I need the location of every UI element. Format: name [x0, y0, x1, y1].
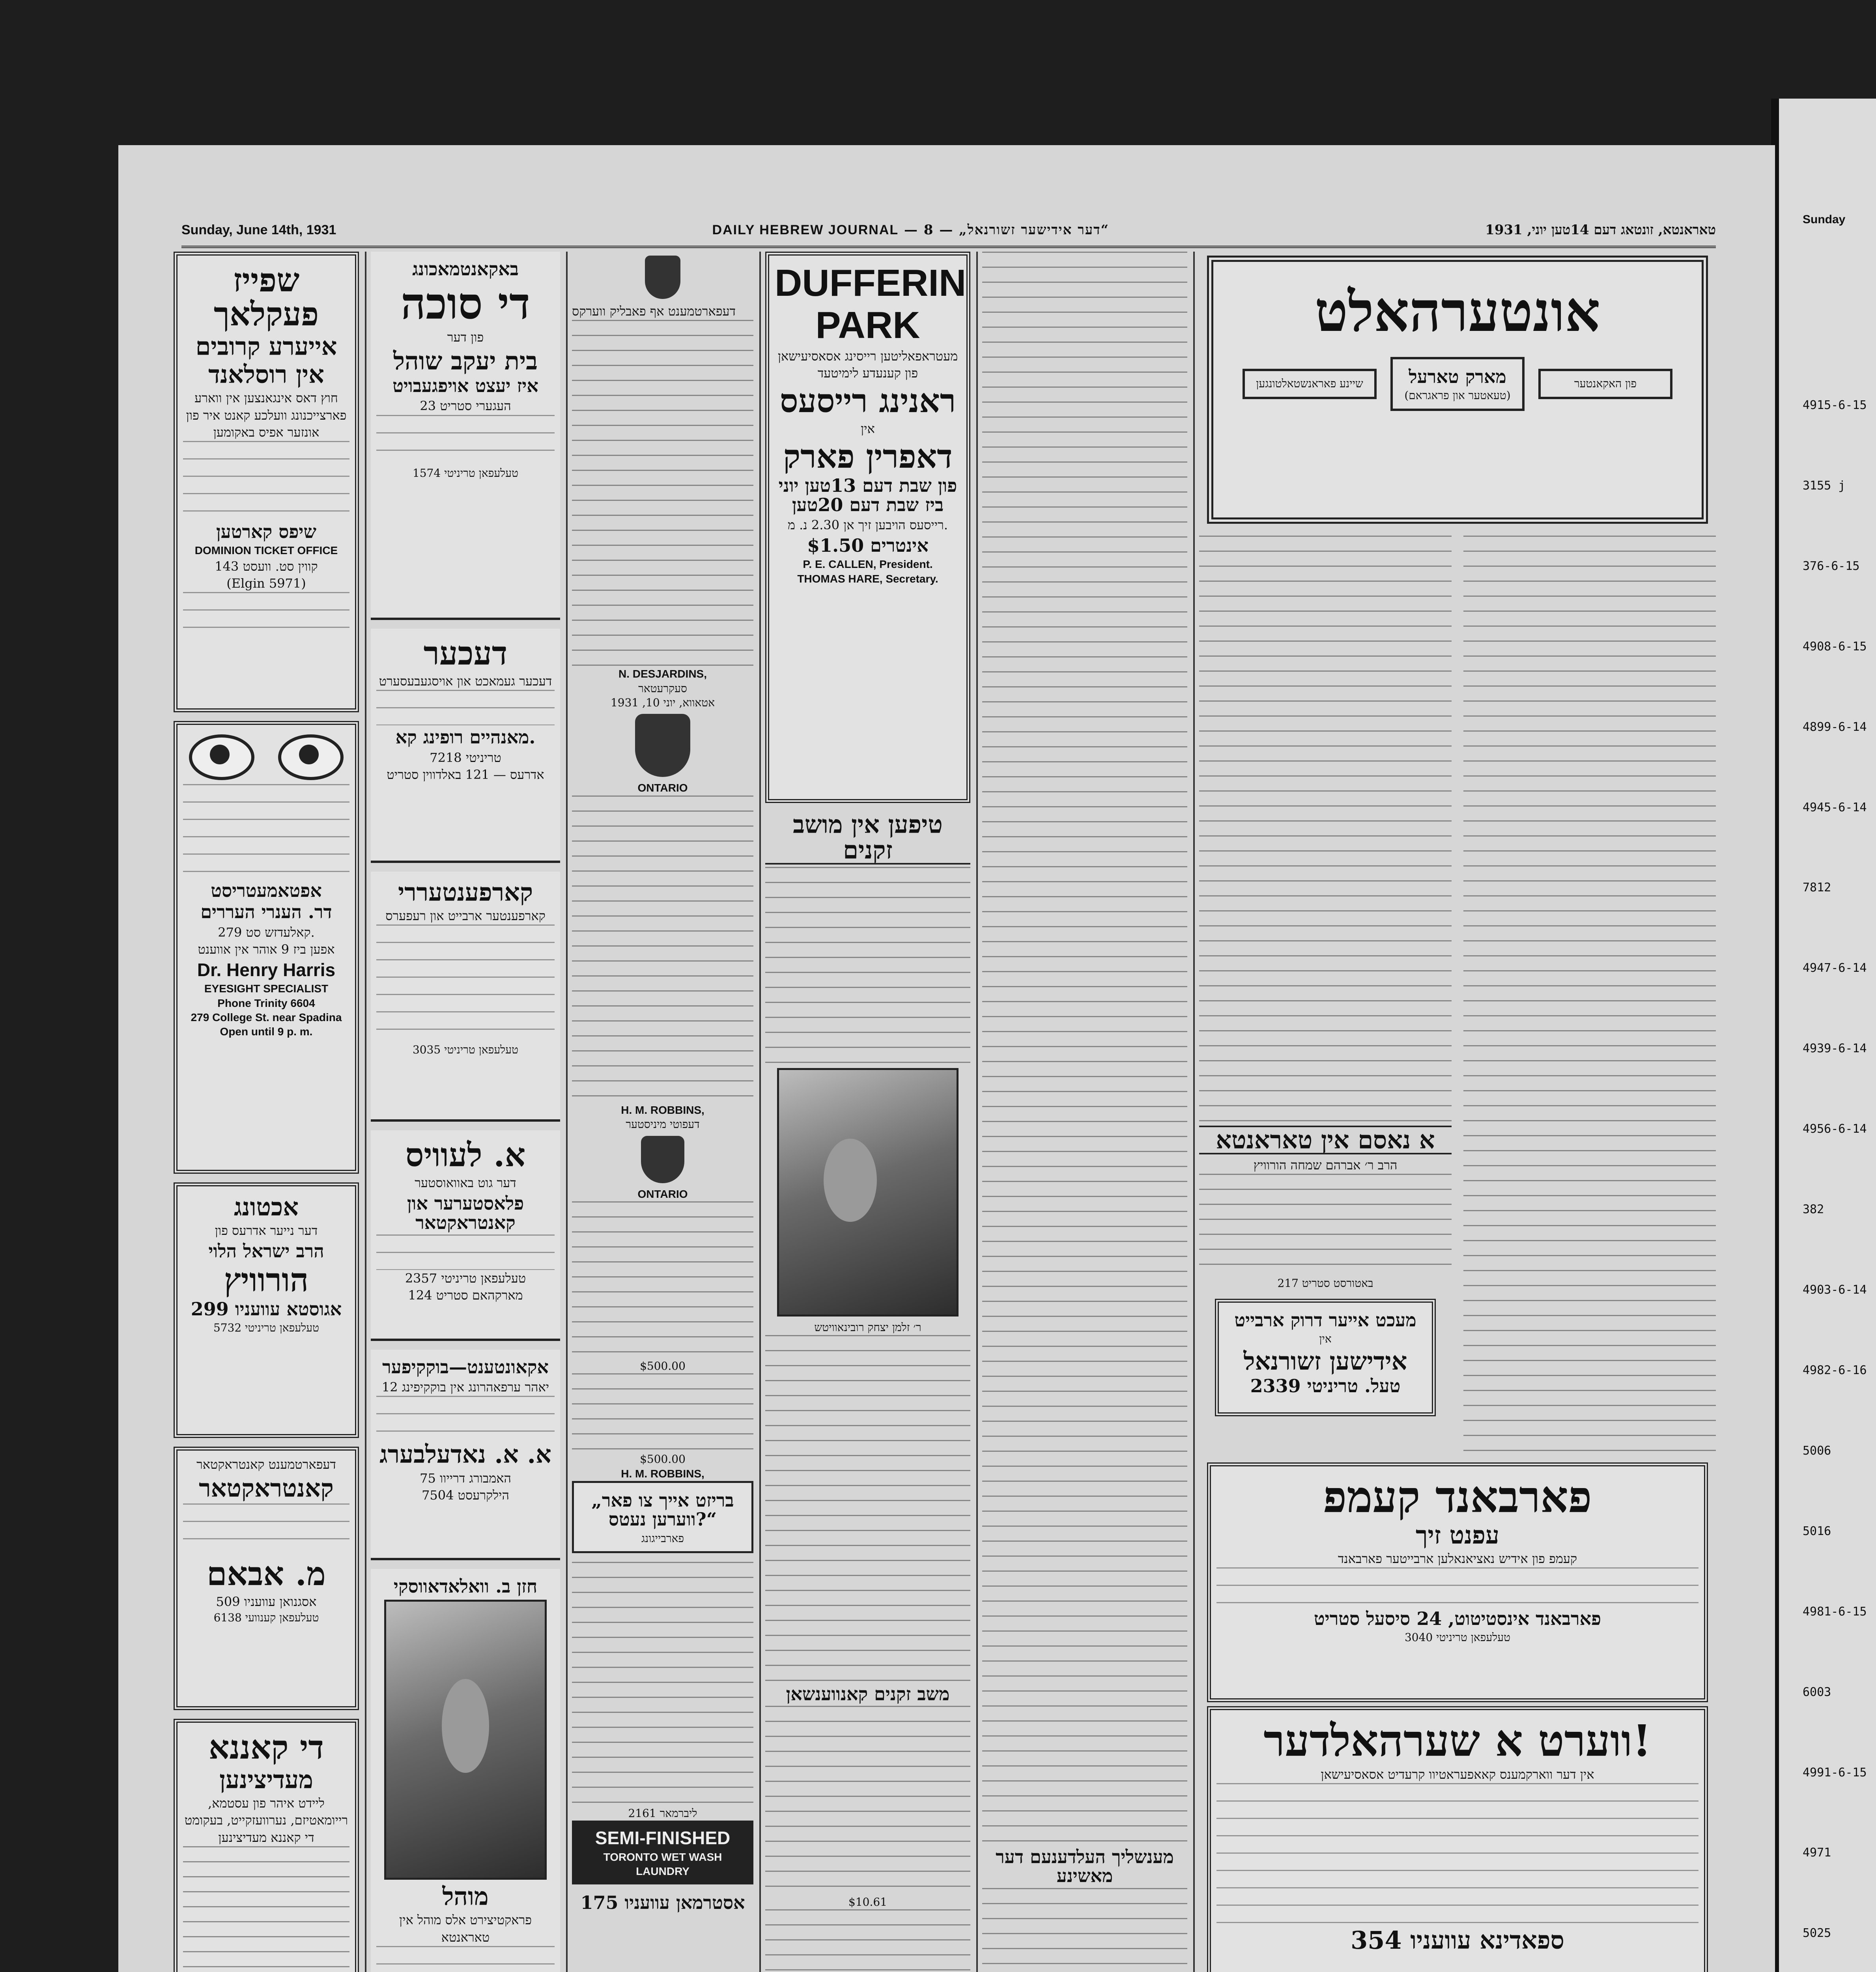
moshav-text-3 — [765, 1706, 970, 1895]
gov-notice-heading: דעפארטמענט אף פאבליק ווערקס — [572, 304, 736, 319]
lewis-address: 124 מארקהאם סטריט — [408, 1288, 523, 1303]
ontario2-signature: H. M. ROBBINS, — [621, 1467, 704, 1480]
gov-notice-signature: N. DESJARDINS, — [618, 668, 707, 680]
food-parcels-text-block — [183, 441, 349, 520]
accountant-text-block — [376, 1396, 555, 1439]
health-title: „בריזט אייך צו פאר ווערען נעטס?“ — [591, 1490, 734, 1530]
horowitz-sub: דער נייער אדרעס פון — [215, 1223, 318, 1238]
ad-printing — [1215, 1299, 1436, 1416]
accountant-address: 75 האמבורג דרייוו — [420, 1470, 511, 1486]
ad-horowitz — [174, 1182, 359, 1438]
column-6-text — [1199, 536, 1452, 1123]
column-2 — [371, 252, 560, 1972]
entertainment-center — [1390, 357, 1525, 411]
printing-paper: אידישען זשורנאל — [1243, 1347, 1407, 1376]
ship-tickets-line: שיפס קארטען — [216, 521, 317, 542]
masthead — [181, 214, 1716, 248]
printing-phone: טעל. טריניטי 2339 — [1250, 1375, 1401, 1397]
optometrist-address-yi: 279 קאלעדזש סט. — [218, 924, 315, 940]
dufferin-secretary: THOMAS HARE, Secretary. — [797, 572, 938, 585]
ad-laundry — [572, 1821, 753, 1884]
camp-address: פארבאנד אינסטיטוט, 24 סיסעל סטריט — [1314, 1608, 1601, 1629]
next-page-number: 4981-6-15 — [1803, 1604, 1867, 1619]
masthead-title — [712, 222, 1110, 238]
next-page-number: 4939-6-14 — [1803, 1042, 1867, 1056]
next-page-number: 4908-6-15 — [1803, 639, 1867, 654]
optometrist-address-en: 279 College St. near Spadina — [191, 1011, 342, 1024]
ontario2-text-a — [572, 1201, 753, 1359]
next-page-number: 4991-6-15 — [1803, 1765, 1867, 1780]
contractor-title: קאנטראקטאר — [199, 1474, 334, 1503]
health-article — [572, 1481, 753, 1553]
shareholder-body: אין דער ווארקמענס קאאפעראטיוו קרעדיט אסאסיעישאן — [1321, 1767, 1594, 1782]
two-column-block — [1199, 536, 1716, 1458]
crime-headline: א נאסם אין טאראנטא — [1199, 1126, 1452, 1154]
contractor-phone: טעלעפאן קענוועי 6138 — [213, 1611, 319, 1624]
column-rule — [1193, 252, 1195, 1972]
next-page-number: 4915-6-15 — [1803, 398, 1867, 412]
optometrist-hours-en: Open until 9 p. m. — [220, 1025, 313, 1038]
dufferin-title-2: PARK — [815, 304, 920, 346]
ad-camp — [1207, 1462, 1708, 1702]
ad-roofing — [371, 629, 560, 863]
laundry-sub: TORONTO WET WASH LAUNDRY — [603, 1851, 722, 1878]
next-page-number: 7812 — [1803, 881, 1831, 895]
ad-accountant — [371, 1350, 560, 1560]
moshav-headline: טיפען אין מושב זקנים — [765, 812, 970, 865]
camp-title: פארבאנד קעמפ — [1323, 1472, 1592, 1522]
column-rule — [566, 252, 568, 1972]
roofing-title: דעכער — [423, 635, 508, 672]
moshav-amount: $10.61 — [848, 1895, 887, 1909]
food-parcels-title: שפייז פעקלאך — [213, 261, 319, 334]
printing-title: מעכט אייער דרוק ארבייט — [1234, 1309, 1416, 1331]
ad-shareholder — [1207, 1706, 1708, 1972]
next-page-masthead: Sunday — [1803, 213, 1846, 226]
masthead-title-en: DAILY HEBREW JOURNAL — [712, 222, 899, 237]
bottom-article-title: מענשליך העלדענעם דער מאשינע — [996, 1846, 1174, 1887]
column-rule — [976, 252, 978, 1972]
carpenter-title: קארפענטעררי — [398, 878, 533, 907]
optometrist-hours-yi: אפען ביז 9 אוהר אין אווענט — [198, 941, 335, 957]
ontario2-amount-1: $500.00 — [640, 1359, 686, 1373]
ad-dufferin-park — [765, 252, 970, 803]
sukkah-title: די סוכה — [401, 278, 530, 329]
roofing-firm: מאנהיים רופינג קא. — [395, 726, 536, 748]
dufferin-in: אין — [861, 421, 875, 437]
kanna-body: ליידט איהר פון עסטמא, רייומאטיזם, נערוועזקייט, בעקומט די קאננא מעדיצינען — [184, 1796, 348, 1845]
column-4 — [765, 252, 970, 1972]
ontario-signature-title: דעפוטי מיניסטער — [626, 1118, 700, 1131]
dufferin-price: אינטרים $1.50 — [807, 535, 929, 556]
roofing-address: אדרעס — 121 באלדווין סטריט — [387, 767, 544, 782]
optometrist-text-block — [183, 784, 349, 879]
sukkah-top: באקאנטמאכונג — [412, 258, 519, 280]
lewis-sub: דער גוט באוואוסטער — [415, 1175, 516, 1191]
kanna-text-block — [183, 1846, 349, 1972]
shareholder-title: ווערט א שערהאלדער! — [1263, 1715, 1652, 1766]
column-7-body — [1463, 536, 1716, 1458]
ad-mohel — [371, 1569, 560, 1972]
bottom-article-text — [982, 1888, 1187, 1972]
sukkah-line3: 23 העגערי סטריט — [420, 398, 511, 414]
optometrist-specialty: EYESIGHT SPECIALIST — [204, 982, 329, 995]
government-crest-icon — [645, 256, 680, 299]
dufferin-time: רייסעס הויבען זיך אן 2.30 נ. מ. — [787, 517, 948, 532]
column-1 — [174, 252, 359, 1972]
mohel-label: מוהל — [442, 1882, 489, 1911]
ad-kanna-medicine — [174, 1719, 359, 1972]
accountant-name: א. א. נאדעלבערג — [379, 1440, 551, 1469]
moshav-text-1 — [765, 867, 970, 1064]
next-page-number: 376-6-15 — [1803, 559, 1860, 573]
next-page-number: 5006 — [1803, 1444, 1831, 1458]
masthead-date-yi: טאראנטא, זונטאג דעם 14טען יוני, 1931 — [1485, 222, 1716, 238]
ontario-signature: H. M. ROBBINS, — [621, 1104, 704, 1116]
dufferin-line1: מעטראפאליטען רייסינג אסאסיעישאן פון קענעדע לימיטעד — [777, 348, 958, 381]
ontario2-text-b — [572, 1373, 753, 1452]
horowitz-phone: טעלעפאן טריניטי 5732 — [213, 1321, 320, 1334]
column-5 — [982, 252, 1187, 1972]
accountant-title: אקאונטענט—בוקקיפער — [382, 1356, 549, 1378]
kanna-title: די קאננא — [208, 1729, 324, 1767]
next-page-number: 4971 — [1803, 1846, 1831, 1860]
ontario2-amount-2: $500.00 — [640, 1453, 686, 1466]
contractor-name: מ. אבאם — [207, 1555, 326, 1593]
laundry-phone: ליברמאר 2161 — [628, 1807, 697, 1820]
ticket-office-address: 143 קווין סט. וועסט — [215, 558, 318, 574]
entertainment-left-text: שיינע פאראנשטאלטונגען — [1256, 377, 1363, 390]
carpenter-text-block — [376, 924, 555, 1043]
shareholder-text-block — [1216, 1783, 1698, 1925]
column-7-text — [1463, 536, 1716, 1458]
optometrist-title: אפטאמעטריסט — [211, 880, 322, 901]
next-page-number: 5016 — [1803, 1524, 1831, 1538]
ad-lewis — [371, 1130, 560, 1341]
horowitz-address: 299 אגוסטא עוועניו — [191, 1298, 342, 1320]
ontario2-label: ONTARIO — [637, 1188, 688, 1200]
column-rule — [365, 252, 366, 1972]
rabbi-reading-photo — [777, 1068, 959, 1317]
kanna-subtitle: מעדיצינען — [219, 1765, 313, 1795]
carpenter-body: קארפענטער ארבייט און רעפערס — [385, 908, 546, 924]
dufferin-park-yi: דאפרין פארק — [783, 438, 953, 476]
roofing-phone: טריניטי 7218 — [430, 750, 501, 765]
roofing-text-block — [376, 690, 555, 725]
masthead-title-yi: „דער אידישער זשורנאל“ — [959, 222, 1110, 238]
food-parcels-body: חוץ דאס אינגאנצען אין ווארע פארצייכנונג וועלכע קאנט איר פון אונזער אפיס באקומען — [186, 390, 347, 440]
ad-optometrist — [174, 721, 359, 1174]
contractor-text-block — [183, 1503, 349, 1555]
gov-notice-date: אטאווא, יוני 10, 1931 — [610, 696, 715, 709]
optometrist-phone: Phone Trinity 6604 — [217, 997, 315, 1009]
entertainment-right — [1538, 369, 1672, 399]
lewis-role: פלאסטערער און קאנטראקטאר — [407, 1193, 524, 1233]
dufferin-dates: פון שבת דעם 13טען יוני ביז שבת דעם 20טען — [778, 475, 957, 515]
moshav-text-4 — [765, 1909, 970, 1972]
next-page-number: 6003 — [1803, 1685, 1831, 1699]
cantor-portrait-photo — [384, 1600, 547, 1880]
food-parcels-subtitle: אייערע קרובים — [195, 332, 337, 361]
horowitz-rabbi: הרב ישראל הלוי — [208, 1240, 324, 1262]
next-page-number: 5025 — [1803, 1926, 1831, 1940]
moshav-photo-caption: ר׳ זלמן יצחק רובינאוויטש — [814, 1321, 921, 1334]
ad-contractor — [174, 1447, 359, 1710]
health-text — [572, 1562, 753, 1806]
ontario-notice-text — [572, 796, 753, 1103]
masthead-date-en: Sunday, June 14th, 1931 — [181, 222, 336, 237]
ad-sukkah — [371, 252, 560, 620]
dufferin-title-1: DUFFERIN — [775, 262, 966, 304]
laundry-address: 175 אסטרמאן עוועניו — [580, 1892, 745, 1913]
entertainment-right-text: פון האקאנטער — [1574, 377, 1637, 390]
next-page-number: 4945-6-14 — [1803, 800, 1867, 814]
crime-byline: הרב ר׳ אברהם שמחה הורוויץ — [1253, 1158, 1398, 1173]
adjacent-page-strip — [1771, 99, 1876, 1972]
roofing-body: דעכער געמאכט און אויסגעבעסערט — [379, 674, 552, 689]
ticket-office-text-block — [183, 592, 349, 639]
lewis-text-block — [376, 1234, 555, 1270]
accountant-body: 12 יאהר ערפאהרונג אין בוקקיפינג — [381, 1380, 549, 1395]
next-page-number: 4903-6-14 — [1803, 1283, 1867, 1297]
eyeglasses-icon — [183, 734, 349, 780]
serial-story-text — [982, 252, 1187, 1845]
accountant-phone: הילקרעסט 7504 — [422, 1487, 509, 1503]
contractor-address: 509 אסגנואן עוועניו — [216, 1594, 317, 1610]
entertainment-center-sub: (טעאטער און פראגראם) — [1404, 389, 1511, 402]
lewis-title: א. לעוויס — [405, 1136, 526, 1174]
cantor-name: חזן ב. וואלאדאווסקי — [393, 1576, 538, 1597]
moshav-subtitle: משב זקנים קאנווענשאן — [786, 1683, 950, 1705]
entertainment-title: אונטערהאלט — [1314, 280, 1601, 344]
optometrist-name-en: Dr. Henry Harris — [197, 959, 336, 980]
sukkah-text-block — [376, 415, 555, 466]
next-page-number: 4956-6-14 — [1803, 1122, 1867, 1136]
laundry-name: SEMI-FINISHED — [595, 1828, 731, 1849]
crime-address: 217 באטורסט סטריט — [1277, 1277, 1373, 1290]
shareholder-address: 354 ספאדינא עוועניו — [1351, 1925, 1564, 1955]
sukkah-line2: איז יעצט אויפגעבויט — [392, 375, 538, 397]
printing-in: אין — [1319, 1332, 1332, 1345]
newspaper-page — [118, 145, 1775, 1972]
next-page-number: 382 — [1803, 1203, 1824, 1217]
optometrist-name-yi: דר. הענרי העררים — [200, 901, 332, 923]
ticket-office-name: DOMINION TICKET OFFICE — [194, 544, 338, 557]
ad-carpenter — [371, 872, 560, 1122]
next-page-number: 4947-6-14 — [1803, 961, 1867, 975]
sukkah-shul: בית יעקב שוהל — [393, 346, 538, 375]
column-6-body — [1199, 536, 1452, 1458]
sukkah-phone: טעלעפאן טריניטי 1574 — [412, 466, 519, 480]
column-3 — [572, 252, 753, 1972]
gov-notice-text — [572, 320, 753, 667]
column-rule — [759, 252, 761, 1972]
gov-notice-title: סעקרעטאר — [638, 682, 687, 695]
camp-phone: טעלעפאן טריניטי 3040 — [1404, 1631, 1511, 1644]
columns-6-7 — [1199, 252, 1716, 1972]
dufferin-president: P. E. CALLEN, President. — [803, 558, 933, 571]
next-page-number: 4899-6-14 — [1803, 720, 1867, 734]
next-page-number: 3155 j — [1803, 478, 1846, 493]
ticket-office-phone: (Elgin 5971) — [226, 575, 306, 591]
horowitz-name: הורוויץ — [224, 1261, 309, 1299]
moshav-text-2 — [765, 1335, 970, 1682]
food-parcels-place: אין רוסלאנד — [208, 360, 324, 389]
mohel-line: פראקטיצירט אלס מוהל אין טאראנטא — [399, 1912, 532, 1945]
ad-entertainment — [1207, 256, 1708, 524]
ontario-crest-icon — [635, 714, 690, 777]
ontario-label: ONTARIO — [637, 782, 688, 794]
contractor-header: דעפארטמענט קאנטראקטאר — [196, 1457, 336, 1472]
entertainment-row — [1243, 357, 1672, 411]
sukkah-of: פון דער — [447, 329, 484, 345]
masthead-page-number: — 8 — — [904, 222, 954, 238]
entertainment-center-text: מארק טארעל — [1409, 366, 1506, 387]
mohel-text-block — [376, 1946, 555, 1972]
camp-sub: עפנט זיך — [1415, 1520, 1499, 1550]
crime-text — [1199, 1174, 1452, 1276]
ontario-crest-icon — [641, 1136, 684, 1183]
lewis-phone: טעלעפאן טריניטי 2357 — [405, 1270, 526, 1286]
dufferin-races: ראנינג רייסעס — [779, 382, 956, 420]
horowitz-header: אכטונג — [234, 1193, 299, 1221]
carpenter-phone: טעלעפאן טריניטי 3035 — [412, 1043, 519, 1057]
entertainment-left — [1243, 369, 1377, 399]
next-page-number: 4982-6-16 — [1803, 1363, 1867, 1377]
camp-text-block — [1216, 1567, 1698, 1607]
health-sub: פארבייגונג — [641, 1531, 684, 1545]
camp-body: קעמפ פון אידיש נאציאנאלען ארבייטער פארבאנד — [1338, 1551, 1577, 1566]
ad-food-parcels — [174, 252, 359, 712]
